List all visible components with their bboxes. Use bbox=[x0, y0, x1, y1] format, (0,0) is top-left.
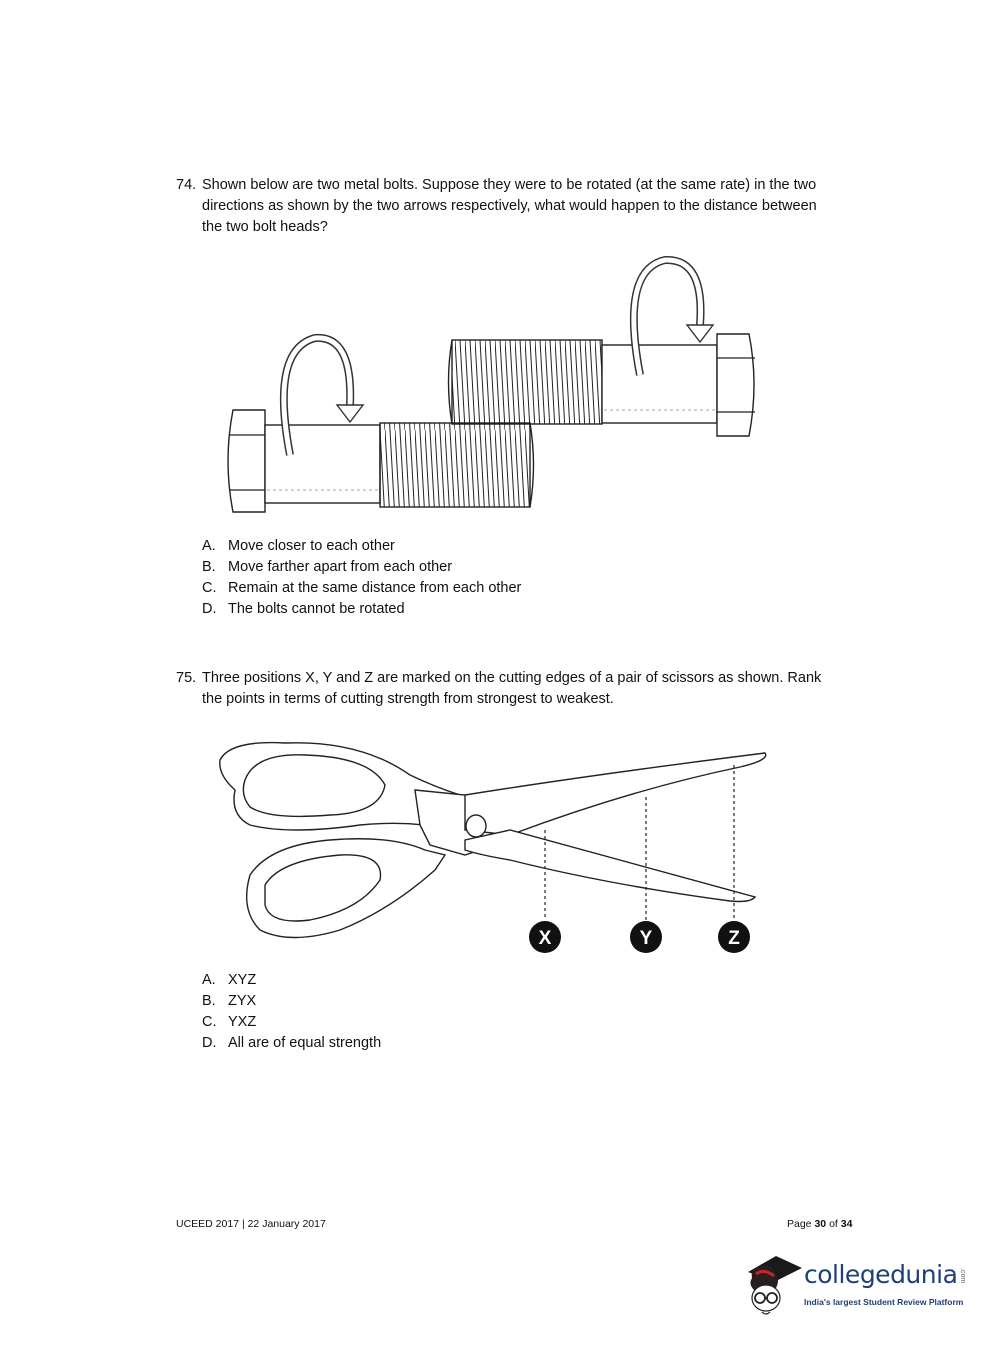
svg-text:X: X bbox=[538, 928, 552, 949]
question-number: 74. bbox=[176, 177, 197, 193]
question-75-options bbox=[202, 970, 381, 1054]
question-74-options bbox=[202, 536, 521, 620]
logo-tagline: India's largest Student Review Platform bbox=[804, 1297, 964, 1307]
option-b: B. ZYX bbox=[202, 993, 257, 1009]
question-75 bbox=[176, 668, 836, 710]
question-74 bbox=[176, 175, 836, 238]
page-number: Page 30 of 34 bbox=[787, 1218, 853, 1230]
question-text: Three positions X, Y and Z are marked on the cutting edges of a pair of scissors as shown. Rank the points in terms of cutting strength from strongest to weakest. bbox=[202, 670, 822, 707]
footer-exam-info: UCEED 2017 | 22 January 2017 bbox=[176, 1218, 326, 1230]
marker-x bbox=[529, 921, 561, 953]
collegedunia-logo bbox=[742, 1250, 972, 1320]
mascot-icon bbox=[742, 1250, 804, 1320]
question-text: Shown below are two metal bolts. Suppose they were to be rotated (at the same rate) in the two directions as shown by the two arrows respectively, what would happen to the distance between the two bolt heads? bbox=[202, 177, 817, 235]
svg-text:Z: Z bbox=[728, 928, 740, 949]
option-a: A. XYZ bbox=[202, 972, 257, 988]
scissors bbox=[220, 743, 766, 938]
svg-text:Y: Y bbox=[639, 928, 653, 949]
bolts-figure bbox=[215, 250, 775, 520]
option-a: A. Move closer to each other bbox=[202, 538, 395, 554]
scissors-figure bbox=[210, 735, 780, 960]
question-number: 75. bbox=[176, 670, 197, 686]
option-c: C. YXZ bbox=[202, 1014, 257, 1030]
option-d: D. The bolts cannot be rotated bbox=[202, 601, 405, 617]
option-b: B. Move farther apart from each other bbox=[202, 559, 453, 575]
marker-z bbox=[718, 921, 750, 953]
logo-brand: collegedunia bbox=[804, 1260, 958, 1289]
left-bolt bbox=[228, 410, 534, 512]
option-c: C. Remain at the same distance from each other bbox=[202, 580, 522, 596]
marker-y bbox=[630, 921, 662, 953]
option-d: D. All are of equal strength bbox=[202, 1035, 382, 1051]
logo-suffix: .com bbox=[959, 1268, 966, 1284]
right-bolt bbox=[449, 334, 756, 436]
